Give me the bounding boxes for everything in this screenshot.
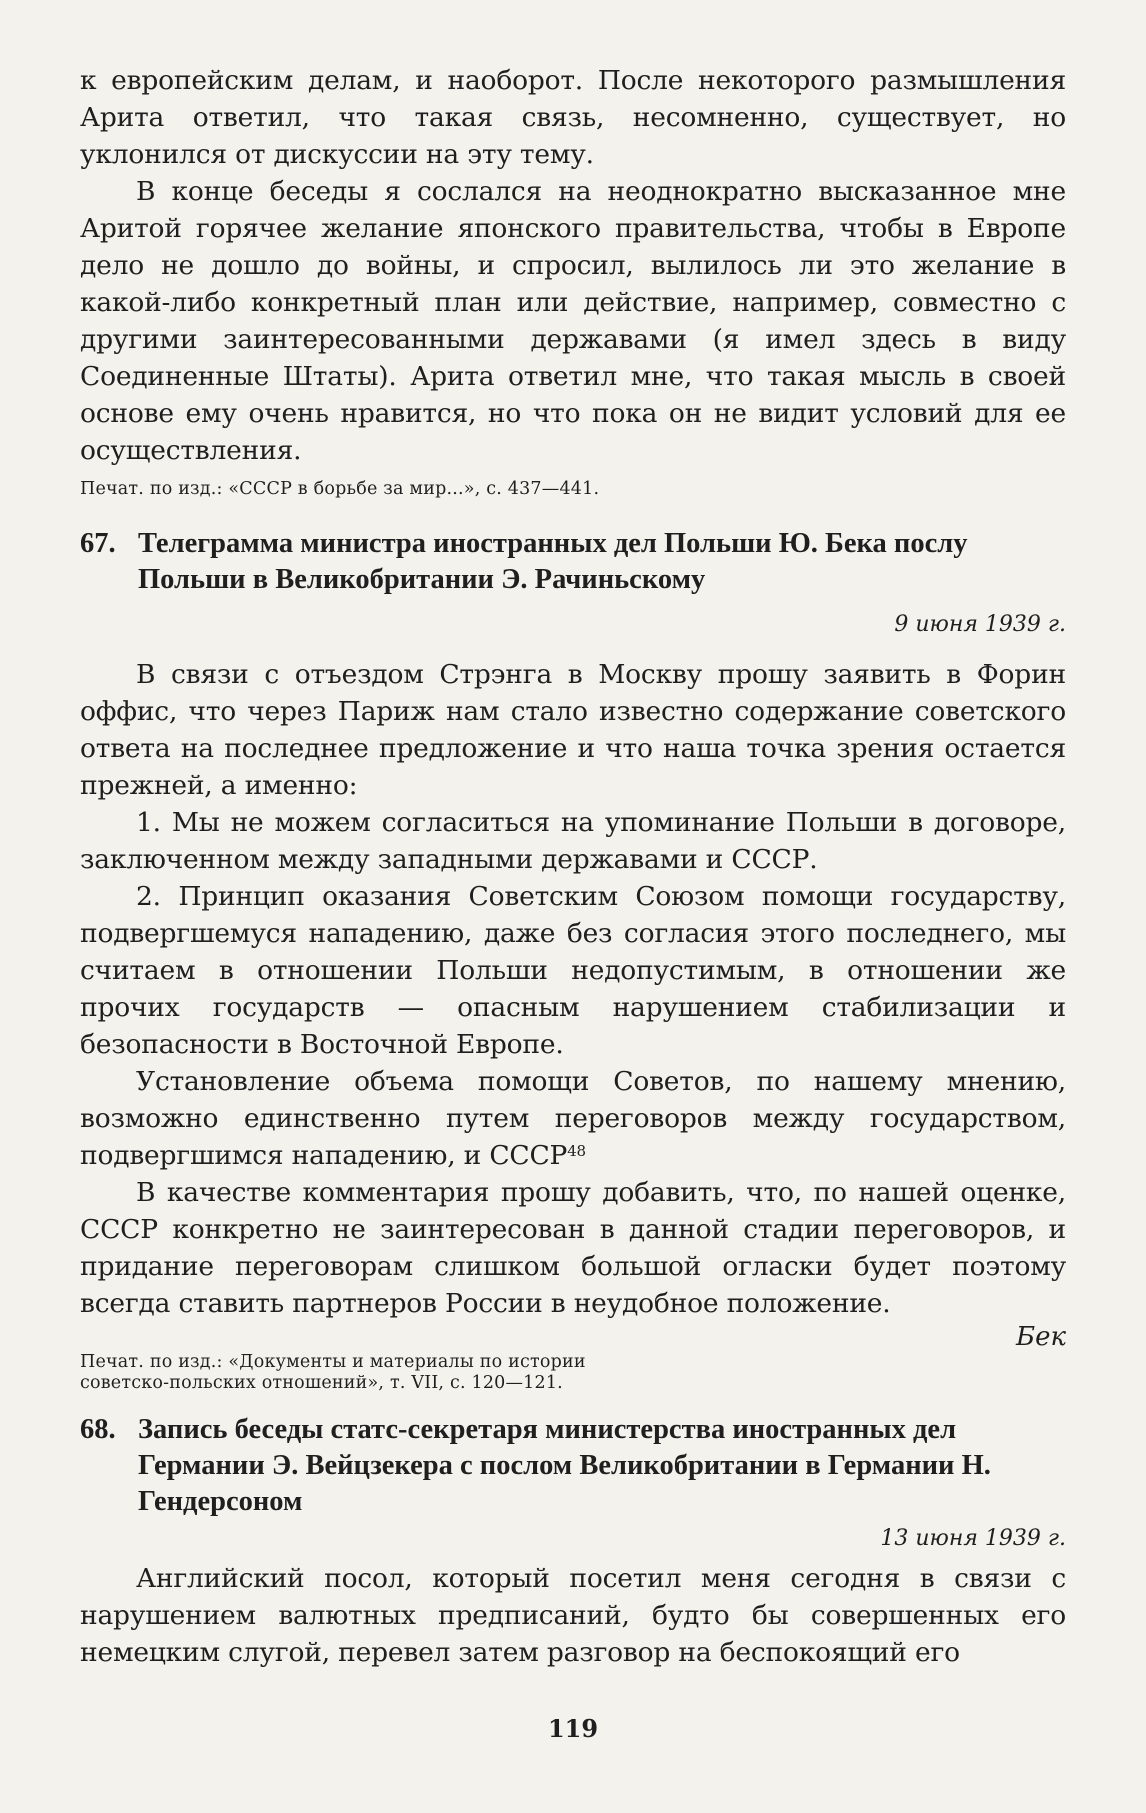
source-note: Печат. по изд.: «СССР в борьбе за мир...», с. 437—441. (80, 479, 600, 499)
document-date: 13 июня 1939 г. (880, 1526, 1066, 1551)
paragraph: В качестве комментария прошу добавить, что, по нашей оценке, СССР конкретно не заинтересован в данной стадии переговоров, и придание переговорам слишком большой огласки будет поэтому всегда ставить партнеров России в неудобное положение. (80, 1177, 1066, 1319)
source-note: Печат. по изд.: «Документы и материалы по истории советско-польских отношений», т. VII, с. 120—121. (80, 1352, 586, 1393)
document-title: Запись беседы статс-секретаря министерства иностранных дел Германии Э. Вейцзекера с послом Великобритании в Германии Н. Гендерсоном (138, 1414, 991, 1517)
paragraph: 2. Принцип оказания Советским Союзом помощи государству, подвергшемуся нападению, даже без согласия этого последнего, мы считаем в отношении Польши недопустимым, в отношении же прочих государств — опасным нарушением стабилизации и безопасности в Восточной Европе. (80, 881, 1066, 1060)
paragraph-text: Установление объема помощи Советов, по нашему мнению, возможно единственно путем переговоров между государством, подвергшимся нападению, и СССР (80, 1066, 1066, 1171)
paragraph: 1. Мы не можем согласиться на упоминание Польши в договоре, заключенном между западными державами и СССР. (80, 807, 1066, 875)
page-body (80, 62, 1066, 1671)
document-title: Телеграмма министра иностранных дел Польши Ю. Бека послу Польши в Великобритании Э. Рачиньскому (138, 528, 968, 595)
paragraph: В конце беседы я сослался на неоднократно высказанное мне Аритой горячее желание японского правительства, чтобы в Европе дело не дошло до войны, и спросил, вылилось ли это желание в какой-либо конкретный план или действие, например, совместно с другими заинтересованными державами (я имел здесь в виду Соединенные Штаты). Арита ответил мне, что такая мысль в своей основе ему очень нравится, но что пока он не видит условий для ее осуществления. (80, 176, 1066, 466)
continued-paragraph: к европейским делам, и наоборот. После некоторого размышления Арита ответил, что такая связь, несомненно, существует, но уклонился от дискуссии на эту тему. (80, 65, 1066, 170)
document-heading-67 (80, 526, 1066, 598)
document-number: 67. (80, 528, 116, 559)
paragraph: Английский посол, который посетил меня сегодня в связи с нарушением валютных предписаний, будто бы совершенных его немецким слугой, перевел затем разговор на беспокоящий его (80, 1563, 1066, 1668)
document-heading-68 (80, 1412, 1066, 1520)
signature: Бек (1015, 1322, 1066, 1352)
page-number: 119 (547, 1714, 599, 1743)
document-date: 9 июня 1939 г. (894, 612, 1066, 637)
paragraph (80, 1063, 1066, 1174)
footnote-marker: 48 (567, 1142, 586, 1160)
document-number: 68. (80, 1414, 116, 1445)
paragraph: В связи с отъездом Стрэнга в Москву прошу заявить в Форин оффис, что через Париж нам стало известно содержание советского ответа на последнее предложение и что наша точка зрения остается прежней, а именно: (80, 659, 1066, 801)
